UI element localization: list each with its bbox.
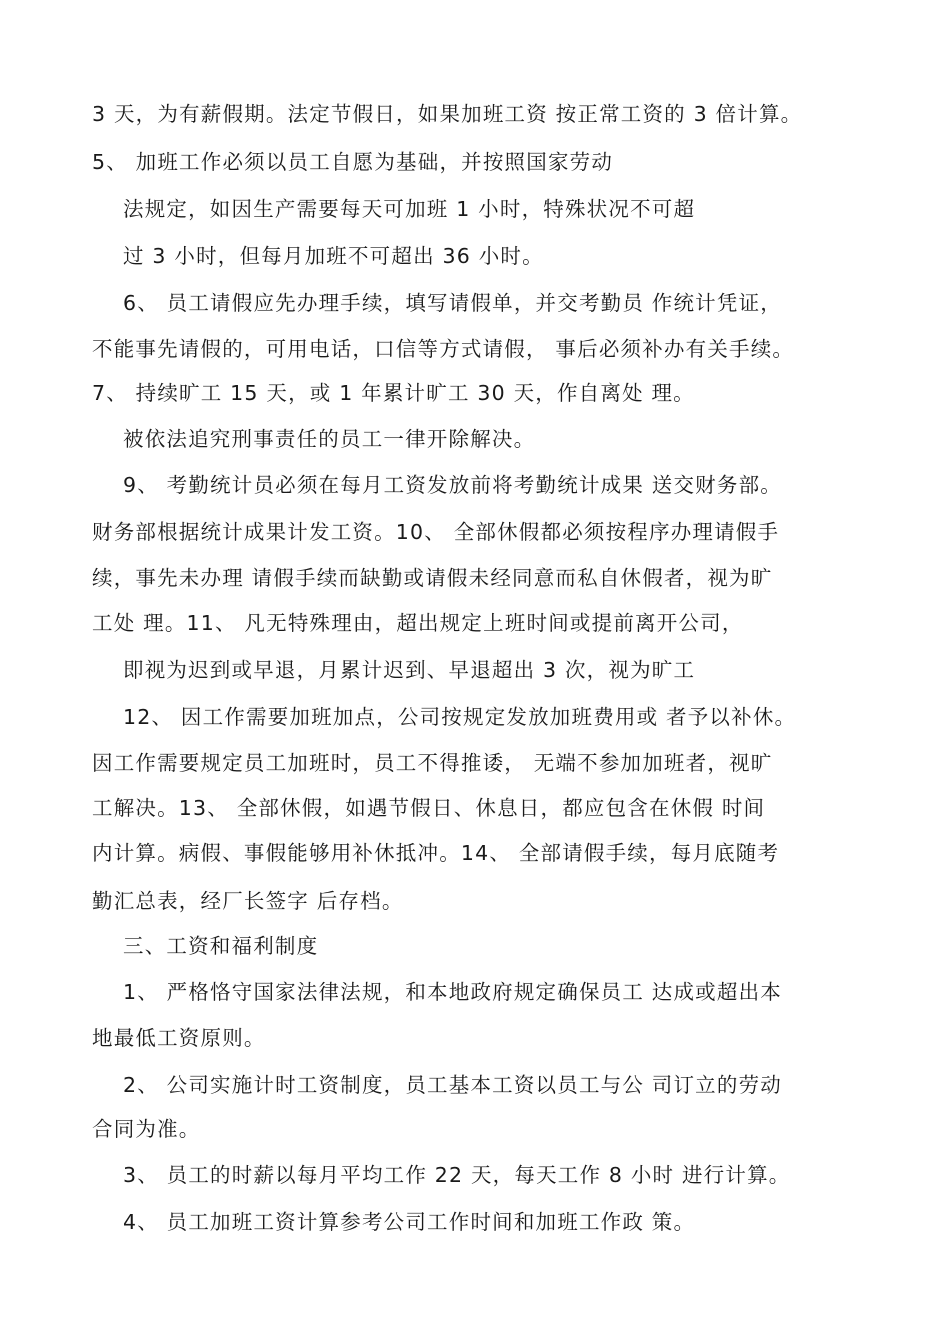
text-line: 续，事先未办理 请假手续而缺勤或请假未经同意而私自休假者，视为旷 — [92, 566, 773, 590]
text-line: 法规定，如因生产需要每天可加班 1 小时，特殊状况不可超 — [123, 197, 696, 221]
text-line: 3 天，为有薪假期。法定节假日，如果加班工资 按正常工资的 3 倍计算。 — [92, 102, 803, 126]
text-line: 过 3 小时，但每月加班不可超出 36 小时。 — [123, 244, 544, 268]
text-line: 被依法追究刑事责任的员工一律开除解决。 — [123, 427, 536, 451]
text-line: 勤汇总表，经厂长签字 后存档。 — [92, 889, 404, 913]
text-line: 12、 因工作需要加班加点，公司按规定发放加班费用或 者予以补休。 — [123, 705, 797, 729]
text-line: 工解决。13、 全部休假，如遇节假日、休息日，都应包含在休假 时间 — [92, 796, 766, 820]
text-line: 内计算。病假、事假能够用补休抵冲。14、 全部请假手续，每月底随考 — [92, 841, 780, 865]
text-line: 5、 加班工作必须以员工自愿为基础，并按照国家劳动 — [92, 150, 614, 174]
text-line: 4、 员工加班工资计算参考公司工作时间和加班工作政 策。 — [123, 1210, 696, 1234]
section-heading: 三、工资和福利制度 — [123, 934, 319, 958]
text-line: 合同为准。 — [92, 1117, 201, 1141]
text-line: 财务部根据统计成果计发工资。10、 全部休假都必须按程序办理请假手 — [92, 520, 780, 544]
text-line: 1、 严格恪守国家法律法规，和本地政府规定确保员工 达成或超出本 — [123, 980, 782, 1004]
text-line: 工处 理。11、 凡无特殊理由，超出规定上班时间或提前离开公司， — [92, 611, 744, 635]
text-line: 2、 公司实施计时工资制度，员工基本工资以员工与公 司订立的劳动 — [123, 1073, 782, 1097]
text-line: 7、 持续旷工 15 天，或 1 年累计旷工 30 天，作自离处 理。 — [92, 381, 695, 405]
text-line: 3、 员工的时薪以每月平均工作 22 天，每天工作 8 小时 进行计算。 — [123, 1163, 791, 1187]
text-line: 即视为迟到或早退，月累计迟到、早退超出 3 次，视为旷工 — [123, 658, 696, 682]
text-line: 9、 考勤统计员必须在每月工资发放前将考勤统计成果 送交财务部。 — [123, 473, 782, 497]
text-line: 6、 员工请假应先办理手续，填写请假单，并交考勤员 作统计凭证， — [123, 291, 782, 315]
text-line: 不能事先请假的，可用电话，口信等方式请假， 事后必须补办有关手续。 — [92, 337, 795, 361]
text-line: 因工作需要规定员工加班时，员工不得推诿， 无端不参加加班者，视旷 — [92, 751, 773, 775]
text-line: 地最低工资原则。 — [92, 1026, 266, 1050]
